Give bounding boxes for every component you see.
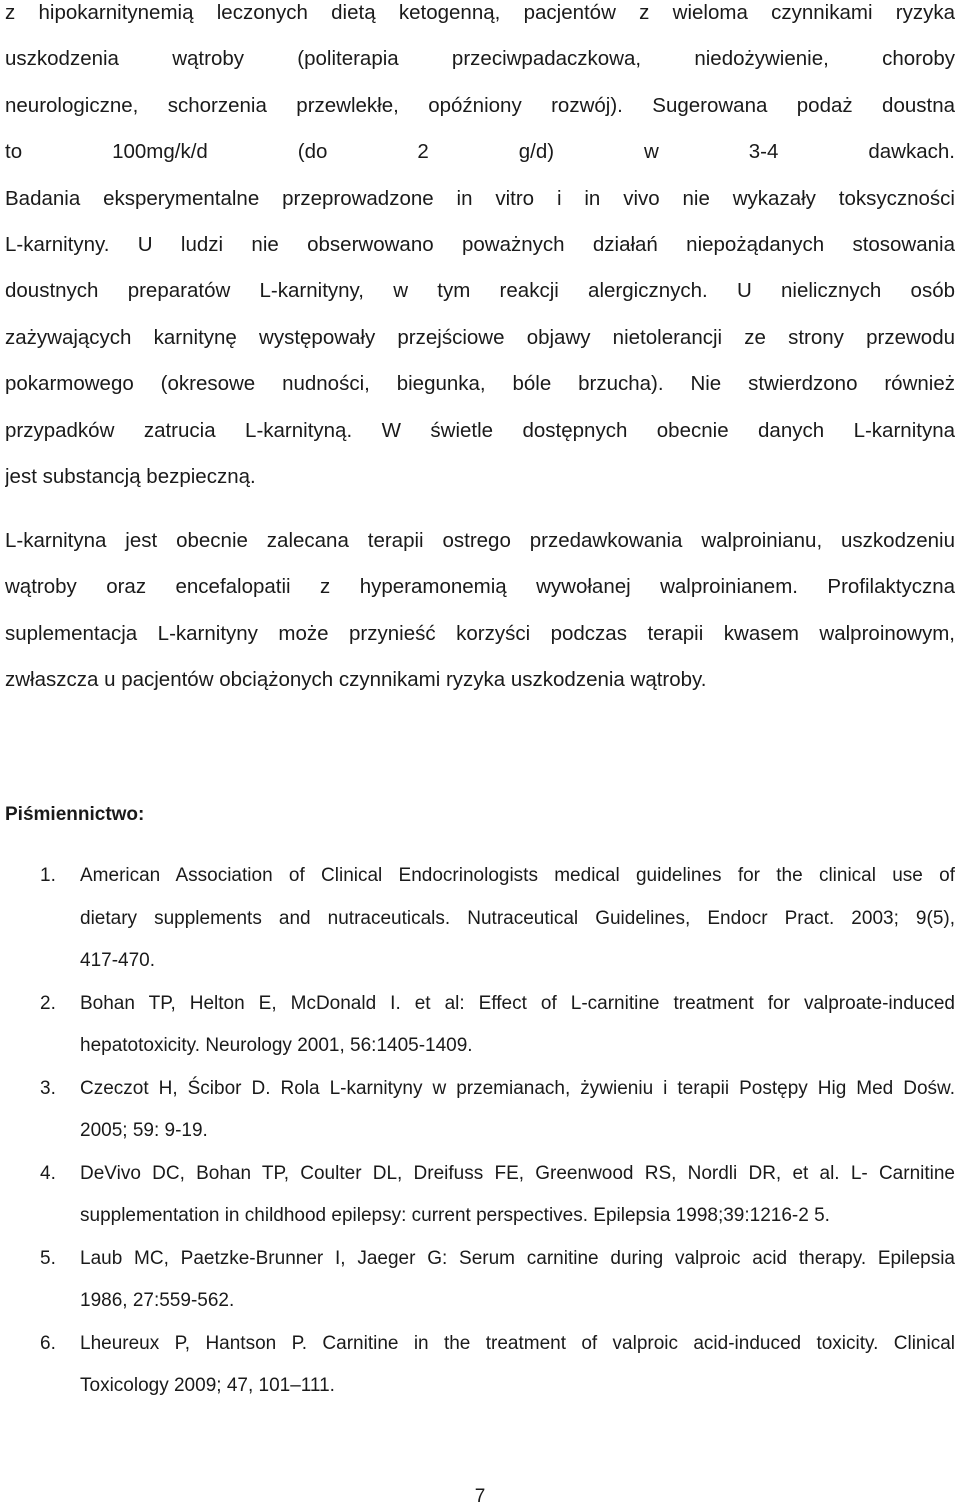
reference-number: 1. [40,865,56,886]
reference-number: 6. [40,1332,56,1354]
reference-line: dietary supplements and nutraceuticals. Nutraceutical Guidelines, Endocr Pract. 2003; 9(5), [80,907,955,929]
references-heading: Piśmiennictwo: [5,804,145,825]
reference-line: Czeczot H, Ścibor D. Rola L-karnityny w przemianach, żywieniu i terapii Postępy Hig Med Dośw. [80,1077,955,1099]
text-line: uszkodzenia wątroby (politerapia przeciwpadaczkowa, niedożywienie, choroby [5,47,955,71]
text-line: doustnych preparatów L-karnityny, w tym reakcji alergicznych. U nielicznych osób [5,279,955,303]
reference-number: 5. [40,1247,56,1269]
reference-line: hepatotoxicity. Neurology 2001, 56:1405-1409. [80,1035,473,1056]
reference-item [5,1153,955,1238]
body-paragraph-1 [5,0,955,500]
text-line: neurologiczne, schorzenia przewlekłe, opóźniony rozwój). Sugerowana podaż doustna [5,93,955,117]
reference-number: 2. [40,992,56,1014]
reference-line: Lheureux P, Hantson P. Carnitine in the treatment of valproic acid-induced toxicity. Clinical [80,1332,955,1354]
text-line: to 100mg/k/d (do 2 g/d) w 3-4 dawkach. [5,140,955,164]
reference-line: Toxicology 2009; 47, 101–111. [80,1375,335,1396]
reference-line: Bohan TP, Helton E, McDonald I. et al: Effect of L-carnitine treatment for valproate-induced [80,992,955,1014]
text-line: wątroby oraz encefalopatii z hyperamonemią wywołanej walproinianem. Profilaktyczna [5,575,955,599]
reference-item [5,855,955,983]
reference-number: 3. [40,1077,56,1099]
reference-number: 4. [40,1162,56,1184]
text-line: pokarmowego (okresowe nudności, biegunka, bóle brzucha). Nie stwierdzono również [5,372,955,396]
text-line: z hipokarnitynemią leczonych dietą ketogenną, pacjentów z wieloma czynnikami ryzyka [5,1,955,24]
reference-item [5,1323,955,1408]
text-line: zwłaszcza u pacjentów obciążonych czynnikami ryzyka uszkodzenia wątroby. [5,668,707,692]
page-number: 7 [474,1486,486,1507]
references-list [5,855,955,1408]
text-line: L-karnityny. U ludzi nie obserwowano poważnych działań niepożądanych stosowania [5,233,955,257]
body-paragraph-2 [5,518,955,704]
reference-item [5,983,955,1068]
reference-line: 2005; 59: 9-19. [80,1120,208,1141]
reference-item [5,1068,955,1153]
reference-line: Laub MC, Paetzke-Brunner I, Jaeger G: Serum carnitine during valproic acid therapy. Epilepsia [80,1247,955,1269]
text-line: przypadków zatrucia L-karnityną. W świetle dostępnych obecnie danych L-karnityna [5,418,955,442]
reference-line: DeVivo DC, Bohan TP, Coulter DL, Dreifuss FE, Greenwood RS, Nordli DR, et al. L- Carnitine [80,1162,955,1184]
reference-line: 1986, 27:559-562. [80,1290,235,1311]
reference-line: supplementation in childhood epilepsy: current perspectives. Epilepsia 1998;39:1216-2 5. [80,1205,830,1226]
reference-item [5,1238,955,1323]
reference-line: 417-470. [80,950,156,971]
text-line: L-karnityna jest obecnie zalecana terapii ostrego przedawkowania walproinianu, uszkodzeniu [5,529,955,552]
text-line: Badania eksperymentalne przeprowadzone in vitro i in vivo nie wykazały toksyczności [5,186,955,210]
text-line: jest substancją bezpieczną. [5,465,256,489]
text-line: suplementacja L-karnityny może przynieść korzyści podczas terapii kwasem walproinowym, [5,621,955,645]
text-line: zażywających karnitynę występowały przejściowe objawy nietolerancji ze strony przewodu [5,325,955,349]
reference-line: American Association of Clinical Endocrinologists medical guidelines for the clinical use of [80,865,955,886]
